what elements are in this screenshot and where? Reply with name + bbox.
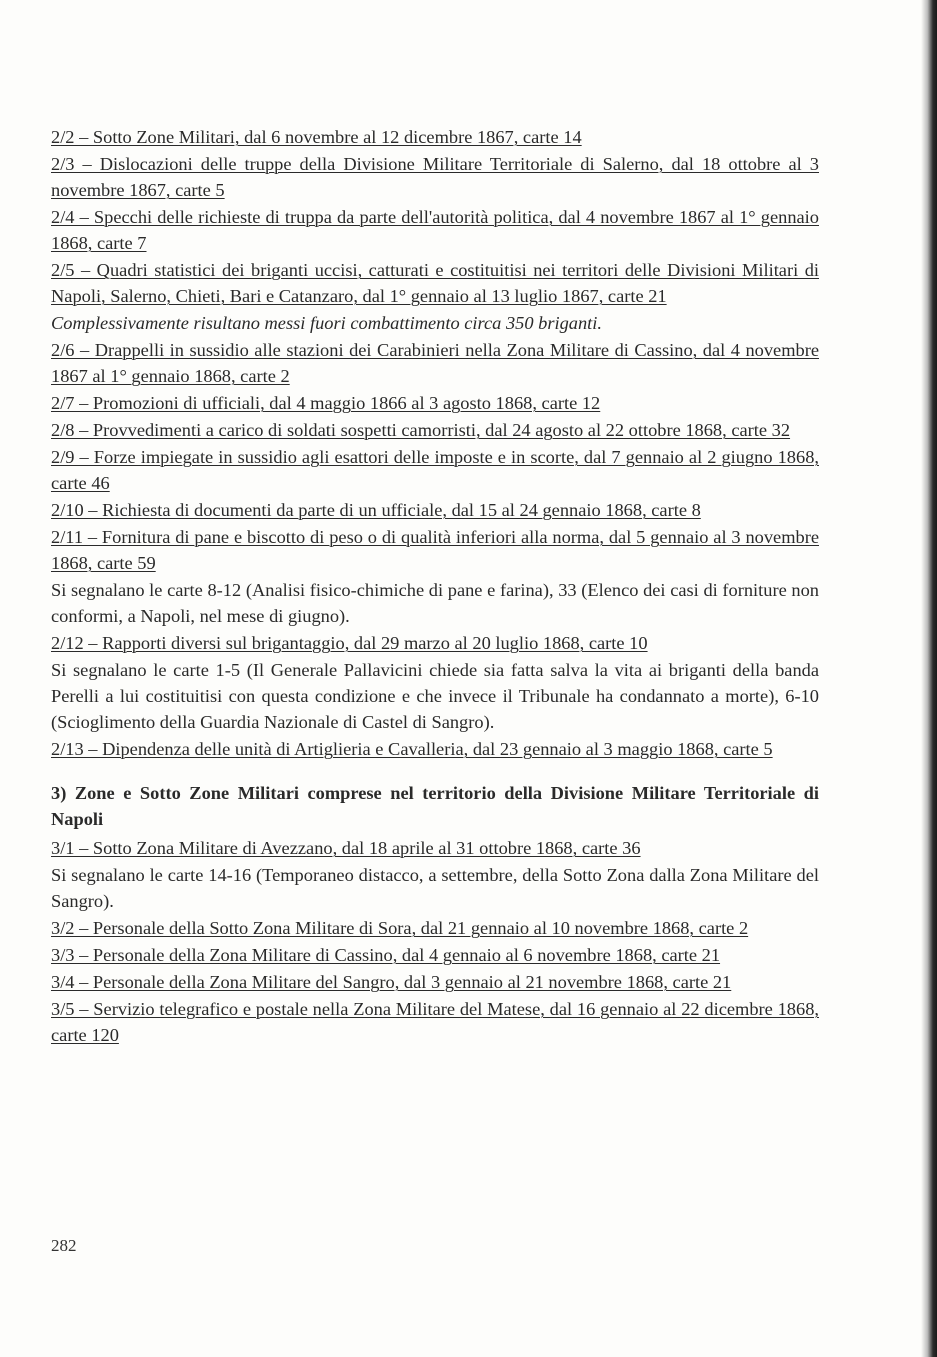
inventory-entry-text: 2/2 – Sotto Zone Militari, dal 6 novembre al 12 dicembre 1867, carte 14 (51, 127, 582, 147)
inventory-entry (51, 257, 819, 309)
inventory-entry-text: 3/3 – Personale della Zona Militare di Cassino, dal 4 gennaio al 6 novembre 1868, carte 21 (51, 945, 721, 965)
section-heading: 3) Zone e Sotto Zone Militari comprese nel territorio della Divisione Militare Territoriale di Napoli (51, 783, 819, 829)
inventory-entry (51, 630, 819, 656)
inventory-entry-text: 2/6 – Drappelli in sussidio alle stazioni dei Carabinieri nella Zona Militare di Cassino, dal 4 novembre 1867 al 1° gennaio 1868, carte 2 (51, 340, 819, 386)
inventory-entry-text: 3/5 – Servizio telegrafico e postale nella Zona Militare del Matese, dal 16 gennaio al 22 dicembre 1868, carte 120 (51, 999, 819, 1045)
inventory-entry-text: 2/5 – Quadri statistici dei briganti uccisi, catturati e costituitisi nei territori delle Divisioni Militari di Napoli, Salerno, Chieti, Bari e Catanzaro, dal 1° gennaio al 13 luglio 1867, carte 21 (51, 260, 819, 306)
inventory-entry (51, 337, 819, 389)
inventory-entry-text: 2/11 – Fornitura di pane e biscotto di peso o di qualità inferiori alla norma, dal 5 gennaio al 3 novembre 1868, carte 59 (51, 527, 819, 573)
descriptive-note: Si segnalano le carte 1-5 (Il Generale Pallavicini chiede sia fatta salva la vita ai briganti della banda Perelli a lui costituitisi con questa condizione e che invece il Tribunale ha condannato a morte), 6-10 (Scioglimento della Guardia Nazionale di Castel di Sangro). (51, 660, 819, 732)
inventory-entry-text: 2/12 – Rapporti diversi sul brigantaggio, dal 29 marzo al 20 luglio 1868, carte 10 (51, 633, 648, 653)
inventory-entry (51, 736, 819, 762)
inventory-entry (51, 835, 819, 861)
inventory-entry (51, 524, 819, 576)
inventory-entry-text: 2/9 – Forze impiegate in sussidio agli esattori delle imposte e in scorte, dal 7 gennaio al 2 giugno 1868, carte 46 (51, 447, 819, 493)
inventory-entry-text: 2/3 – Dislocazioni delle truppe della Divisione Militare Territoriale di Salerno, dal 18 ottobre al 3 novembre 1867, carte 5 (51, 154, 819, 200)
inventory-entry (51, 204, 819, 256)
inventory-entry (51, 915, 819, 941)
book-binding-shadow (921, 0, 937, 1357)
inventory-entry-text: 2/4 – Specchi delle richieste di truppa da parte dell'autorità politica, dal 4 novembre 1867 al 1° gennaio 1868, carte 7 (51, 207, 819, 253)
inventory-entry-text: 3/1 – Sotto Zona Militare di Avezzano, dal 18 aprile al 31 ottobre 1868, carte 36 (51, 838, 641, 858)
inventory-entry-text: 3/4 – Personale della Zona Militare del Sangro, dal 3 gennaio al 21 novembre 1868, carte 21 (51, 972, 732, 992)
inventory-entry-text: 2/10 – Richiesta di documenti da parte di un ufficiale, dal 15 al 24 gennaio 1868, carte 8 (51, 500, 701, 520)
page-number: 282 (51, 1236, 77, 1255)
italic-summary-note: Complessivamente risultano messi fuori combattimento circa 350 briganti. (51, 313, 603, 333)
inventory-entry (51, 390, 819, 416)
inventory-entry-text: 3/2 – Personale della Sotto Zona Militare di Sora, dal 21 gennaio al 10 novembre 1868, carte 2 (51, 918, 749, 938)
inventory-entry-text: 2/13 – Dipendenza delle unità di Artiglieria e Cavalleria, dal 23 gennaio al 3 maggio 1868, carte 5 (51, 739, 773, 759)
document-page-body (51, 124, 819, 1049)
inventory-entry (51, 444, 819, 496)
inventory-entry (51, 417, 819, 443)
inventory-entry (51, 151, 819, 203)
inventory-entry-text: 2/8 – Provvedimenti a carico di soldati sospetti camorristi, dal 24 agosto al 22 ottobre 1868, carte 32 (51, 420, 791, 440)
inventory-entry (51, 969, 819, 995)
descriptive-note: Si segnalano le carte 14-16 (Temporaneo distacco, a settembre, della Sotto Zona dalla Zona Militare del Sangro). (51, 865, 819, 911)
inventory-entry (51, 124, 819, 150)
descriptive-note: Si segnalano le carte 8-12 (Analisi fisico-chimiche di pane e farina), 33 (Elenco dei casi di forniture non conformi, a Napoli, nel mese di giugno). (51, 580, 819, 626)
inventory-entry (51, 497, 819, 523)
inventory-entry (51, 996, 819, 1048)
inventory-entry-text: 2/7 – Promozioni di ufficiali, dal 4 maggio 1866 al 3 agosto 1868, carte 12 (51, 393, 601, 413)
inventory-entry (51, 942, 819, 968)
